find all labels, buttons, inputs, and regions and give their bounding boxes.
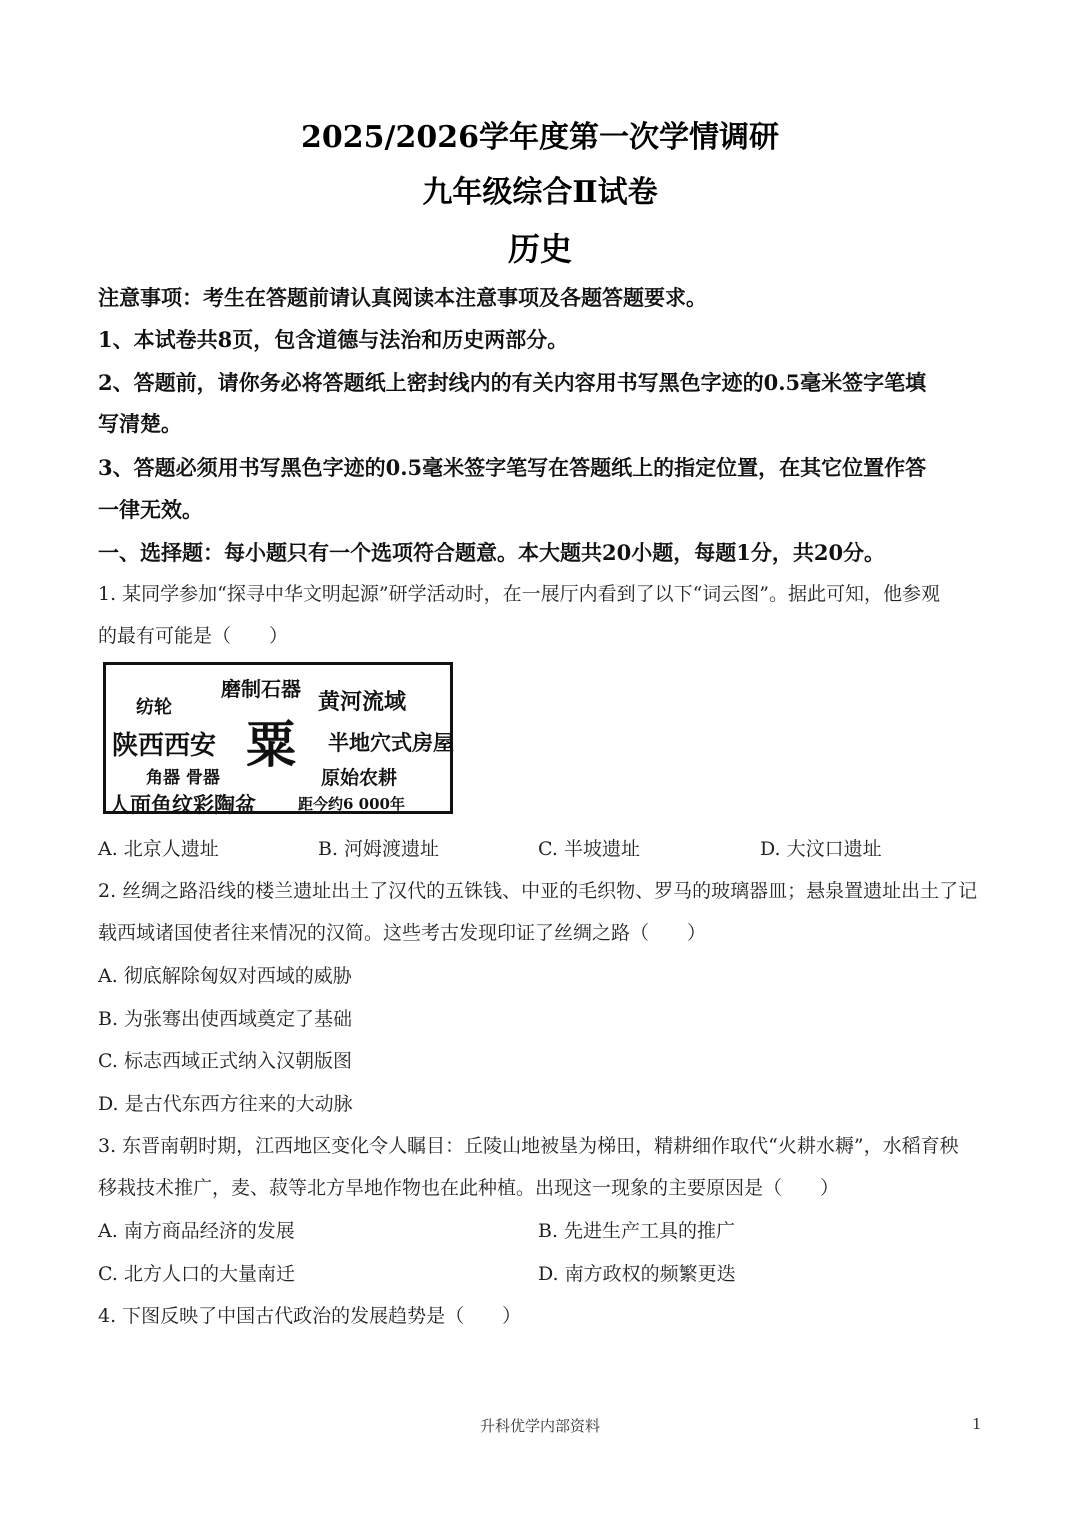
question-3-option-a: A. 南方商品经济的发展 bbox=[98, 1220, 295, 1242]
question-1-stem-line-2: 的最有可能是（ ） bbox=[98, 625, 289, 647]
notice-item-2-line-2: 写清楚。 bbox=[98, 411, 182, 436]
page-number: 1 bbox=[972, 1415, 982, 1433]
exam-title: 2025/2026学年度第一次学情调研 bbox=[301, 120, 779, 155]
cloud-word: 距今约6 000年 bbox=[298, 795, 405, 813]
cloud-word: 人面鱼纹彩陶盆 bbox=[109, 792, 256, 817]
question-2-stem-line-2: 载西域诸国使者往来情况的汉简。这些考古发现印证了丝绸之路（ ） bbox=[98, 922, 707, 944]
question-2-option-a: A. 彻底解除匈奴对西域的威胁 bbox=[98, 965, 352, 987]
question-2-option-b: B. 为张骞出使西域奠定了基础 bbox=[98, 1008, 353, 1030]
cloud-word: 磨制石器 bbox=[221, 677, 301, 701]
notice-item-2-line-1: 2、答题前，请你务必将答题纸上密封线内的有关内容用书写黑色字迹的0.5毫米签字笔填 bbox=[98, 370, 927, 395]
question-1-option-c: C. 半坡遗址 bbox=[538, 838, 640, 860]
notice-item-3-line-2: 一律无效。 bbox=[98, 497, 203, 522]
question-1-option-d: D. 大汶口遗址 bbox=[760, 838, 882, 860]
question-1-stem-line-1: 1. 某同学参加“探寻中华文明起源”研学活动时，在一展厅内看到了以下“词云图”。据此可知，他参观 bbox=[98, 583, 941, 605]
question-3-option-c: C. 北方人口的大量南迁 bbox=[98, 1263, 295, 1285]
cloud-word: 角器 骨器 bbox=[146, 768, 220, 788]
exam-subtitle: 九年级综合Ⅱ试卷 bbox=[422, 175, 658, 210]
section-heading: 一、选择题：每小题只有一个选项符合题意。本大题共20小题，每题1分，共20分。 bbox=[98, 540, 886, 565]
question-1-option-a: A. 北京人遗址 bbox=[98, 838, 219, 860]
cloud-word: 黄河流域 bbox=[318, 689, 407, 715]
question-3-stem-line-2: 移栽技术推广，麦、菽等北方旱地作物也在此种植。出现这一现象的主要原因是（ ） bbox=[98, 1177, 840, 1199]
cloud-word: 纺轮 bbox=[136, 697, 172, 718]
notice-heading: 注意事项：考生在答题前请认真阅读本注意事项及各题答题要求。 bbox=[98, 285, 707, 310]
question-3-stem-line-1: 3. 东晋南朝时期，江西地区变化令人瞩目：丘陵山地被垦为梯田，精耕细作取代“火耕水耨”，水稻育秧 bbox=[98, 1135, 959, 1157]
question-4-stem-line-1: 4. 下图反映了中国古代政治的发展趋势是（ ） bbox=[98, 1305, 522, 1327]
question-3-option-b: B. 先进生产工具的推广 bbox=[538, 1220, 736, 1242]
subject-title: 历史 bbox=[507, 230, 572, 268]
notice-item-1: 1、本试卷共8页，包含道德与法治和历史两部分。 bbox=[98, 327, 569, 352]
cloud-word: 半地穴式房屋 bbox=[328, 730, 454, 755]
cloud-word: 陕西西安 bbox=[112, 731, 217, 761]
question-2-option-d: D. 是古代东西方往来的大动脉 bbox=[98, 1093, 353, 1115]
cloud-word: 原始农耕 bbox=[321, 767, 398, 789]
question-2-option-c: C. 标志西域正式纳入汉朝版图 bbox=[98, 1050, 352, 1072]
question-2-stem-line-1: 2. 丝绸之路沿线的楼兰遗址出土了汉代的五铢钱、中亚的毛织物、罗马的玻璃器皿；悬泉置遗址出土了记 bbox=[98, 880, 978, 902]
question-1-option-b: B. 河姆渡遗址 bbox=[318, 838, 440, 860]
cloud-word: 粟 bbox=[246, 715, 296, 774]
notice-item-3-line-1: 3、答题必须用书写黑色字迹的0.5毫米签字笔写在答题纸上的指定位置，在其它位置作答 bbox=[98, 455, 927, 480]
word-cloud-figure bbox=[103, 662, 454, 817]
footer-label: 升科优学内部资料 bbox=[479, 1417, 600, 1435]
question-3-option-d: D. 南方政权的频繁更迭 bbox=[538, 1263, 736, 1285]
